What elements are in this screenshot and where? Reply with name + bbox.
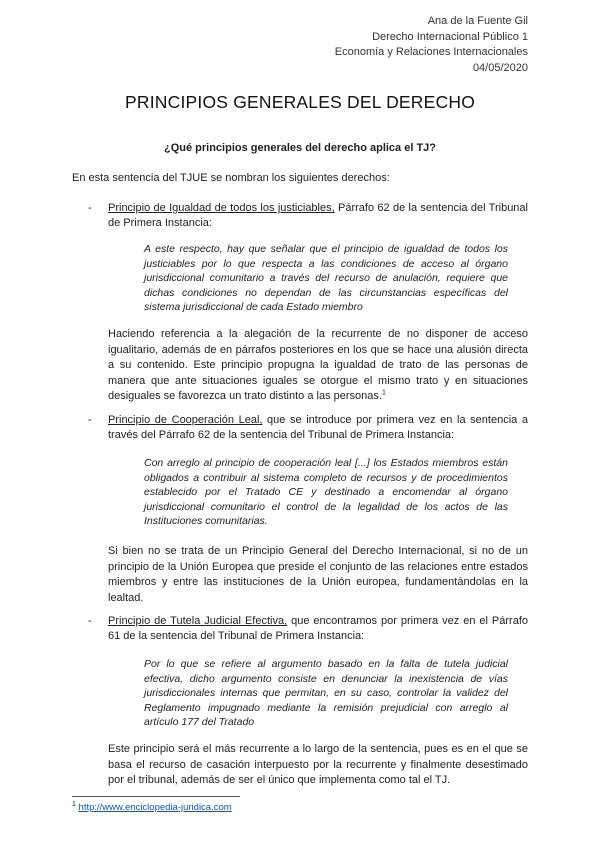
list-bullet: -	[88, 202, 92, 214]
page-title: PRINCIPIOS GENERALES DEL DERECHO	[125, 92, 475, 112]
principle-description: que se introduce por primera vez en la sentencia a través del Párrafo 62 de la sentencia del Tribunal de Primera Instancia:	[108, 414, 528, 441]
principle-item-judicial-protection	[88, 614, 529, 644]
list-bullet: -	[88, 414, 92, 426]
section-question: ¿Qué principios generales del derecho aplica el TJ?	[163, 142, 437, 154]
footnote	[72, 802, 232, 813]
list-bullet: -	[88, 615, 92, 627]
comment-paragraph-loyal-cooperation: Si bien no se trata de un Principio General del Derecho Internacional, si no de un principio de la Unión Europea que preside el conjunto de las relaciones entre estados miembros y entre las instituciones de la Unión europea, fundamentándolas en la lealtad.	[108, 545, 528, 604]
principle-name: Principio de Igualdad de todos los justiciables,	[108, 202, 335, 214]
footnote-divider	[72, 796, 240, 797]
principle-description: que encontramos por primera vez en el Párrafo 61 de la sentencia del Tribunal de Primera Instancia:	[108, 615, 529, 642]
quote-block-loyal-cooperation: Con arreglo al principio de cooperación leal [...] los Estados miembros están obligados a contribuir al sistema completo de recursos y de procedimientos establecido por el Tratado CE y destinado a encomendar al órgano jurisdiccional comunitario el control de la legalidad de los actos de las Instituciones comunitarias.	[144, 457, 508, 527]
quote-block-equality: A este respecto, hay que señalar que el principio de igualdad de todos los justiciables por lo que respecta a las condiciones de acceso al órgano jurisdiccional comunitario a través del recurso de anulación, requiere que dichas condiciones no dependan de las circunstancias específicas del sistema jurisdiccional de cada Estado miembro	[144, 243, 508, 313]
quote-block-judicial-protection: Por lo que se refiere al argumento basado en la falta de tutela judicial efectiva, dicho argumento consiste en denunciar la inexistencia de vías jurisdiccionales internas que permitan, en su caso, controlar la validez del Reglamento impugnado mediante la remisión prejudicial con arreglo al artículo 177 del Tratado	[144, 658, 508, 728]
principle-description: Párrafo 62 de la sentencia del Tribunal de Primera Instancia:	[108, 202, 528, 229]
principle-name: Principio de Tutela Judicial Efectiva,	[108, 615, 288, 627]
principle-item-loyal-cooperation	[88, 413, 528, 443]
intro-paragraph: En esta sentencia del TJUE se nombran los siguientes derechos:	[72, 172, 390, 184]
course-name: Derecho Internacional Público 1	[372, 30, 528, 43]
comment-paragraph-judicial-protection: Este principio será el más recurrente a lo largo de la sentencia, pues es en el que se basa el recurso de casación interpuesto por la recurrente y finalmente desestimado por el tribunal, además de ser el único que implementa como tal el TJ.	[108, 743, 528, 786]
footnote-link[interactable]: http://www.enciclopedia-juridica.com	[78, 802, 232, 813]
author-name: Ana de la Fuente Gil	[427, 15, 528, 27]
page-header	[335, 14, 528, 76]
degree-name: Economía y Relaciones Internacionales	[334, 46, 528, 58]
comment-paragraph-equality	[108, 327, 528, 405]
document-date: 04/05/2020	[472, 61, 528, 74]
principle-item-equality	[88, 201, 528, 231]
principle-name: Principio de Cooperación Leal,	[108, 414, 263, 426]
footnote-reference[interactable]: 1	[381, 389, 386, 397]
footnote-number: 1	[72, 800, 76, 808]
comment-text: Haciendo referencia a la alegación de la recurrente de no disponer de acceso igualitario, además de en párrafos posteriores en los que se hace una alusión directa a su contenido. Este principio propugna la igualdad de trato de las personas de manera que ante situaciones iguales se otorgue el mismo trato y en situaciones desiguales se favorezca un trato distinto a las personas.	[108, 328, 528, 402]
